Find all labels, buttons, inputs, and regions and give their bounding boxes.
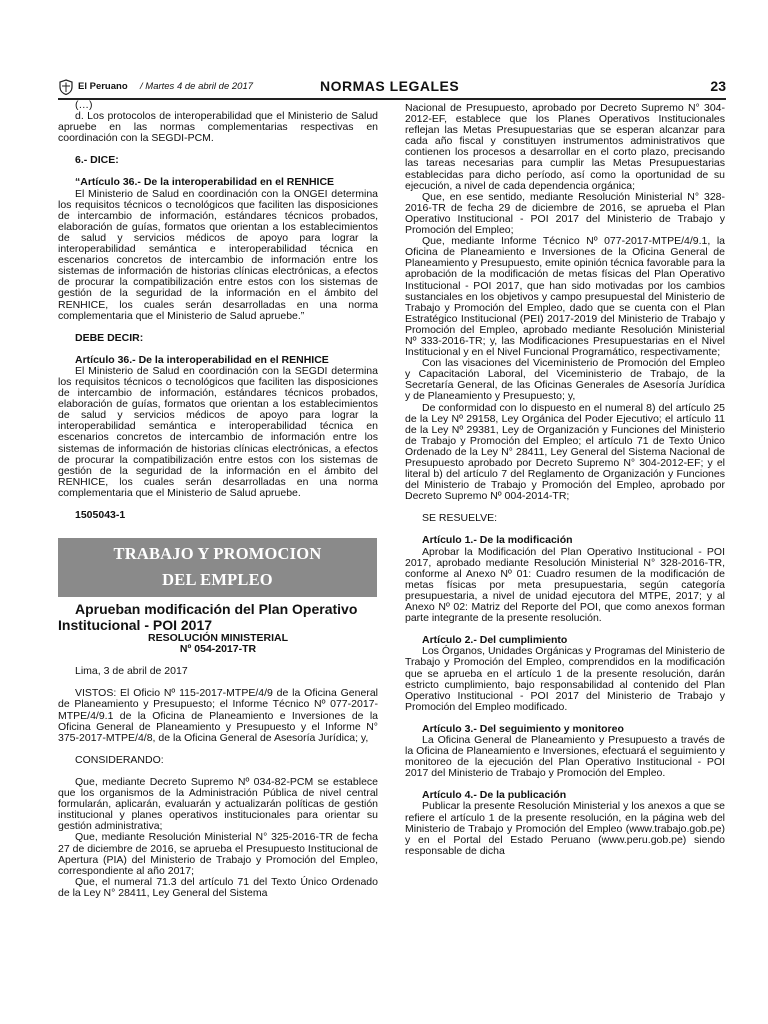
article-heading: Artículo 1.- De la modificación [422,534,573,547]
page-number: 23 [710,78,726,94]
considerando-label: CONSIDERANDO: [75,753,164,766]
paragraph: Con las visaciones del Viceministerio de Promoción del Empleo y Capacitación Laboral, del Viceministerio de Trabajo, de la Secretaría General, de las Oficinas Generales de Asesoría Jurídica y de Planeamiento y Presupuesto; y, [405,357,725,403]
publication-name: El Peruano [78,81,128,92]
article-heading: Artículo 2.- Del cumplimiento [422,634,568,647]
section-banner [58,538,377,597]
resolution-title: RESOLUCIÓN MINISTERIAL [147,632,288,645]
section-title: NORMAS LEGALES [320,78,460,94]
paragraph: Nacional de Presupuesto, aprobado por Decreto Supremo N° 304-2012-EF, establece que los Planes Operativos Institucionales reflejan las Metas Presupuestarias que se esperan alcanzar para cada año fiscal y constituyen instrumentos administrativos que contienen los procesos a desarrollar en el corto plazo, precisando las tareas necesarias para cumplir las Metas Presupuestarias establecidas para dicho período, así como la oportunidad de su ejecución, a nivel de cada dependencia orgánica; [405,102,725,192]
paragraph: Los Órganos, Unidades Orgánicas y Programas del Ministerio de Trabajo y Promoción del Empleo, comprendidos en la modificación que se aprueba en el artículo 1 de la presente resolución, darán estricto cumplimiento, bajo responsabilidad al contenido del Plan Operativo Institucional - POI 2017 del Ministerio de Trabajo y Promoción del Empleo modificado. [405,645,725,713]
reference-number: 1505043-1 [75,509,126,521]
article-heading: “Artículo 36.- De la interoperabilidad en el RENHICE [75,176,335,189]
article-heading: Artículo 36.- De la interoperabilidad en el RENHICE [75,353,329,366]
paragraph: d. Los protocolos de interoperabilidad que el Ministerio de Salud apruebe en las normas complementarias respectivas en coordinación con la SEGDI-PCM. [58,110,378,145]
paragraph: Publicar la presente Resolución Ministerial y los anexos a que se refiere el artículo 1 de la presente resolución, en la página web del Ministerio de Trabajo y Promoción del Empleo (www.trabajo.gob.pe) y en el Portal del Estado Peruano (www.peru.gob.pe) siendo responsable de dicha [405,800,725,857]
right-column [405,103,725,857]
page-header [58,78,726,100]
paragraph: Aprobar la Modificación del Plan Operativo Institucional - POI 2017, aprobado mediante Resolución Ministerial N° 328-2016-TR, conforme al Anexo Nº 01: Cuadro resumen de la modificación de metas físicas por meta presupuestaria, según categoría presupuestaria, a nivel de unidad ejecutora del MTPE, 2017; y al Anexo Nº 02: Matriz del Reporte del POI, que como anexos forman parte integrante de la presente resolución. [405,545,725,625]
left-column [58,100,378,899]
resolution-number: Nº 054-2017-TR [179,643,257,656]
banner-line: TRABAJO Y PROMOCION [113,544,322,564]
se-resuelve-label: SE RESUELVE: [422,512,498,525]
paragraph: La Oficina General de Planeamiento y Presupuesto a través de la Oficina de Planeamiento e Inversiones, efectuará el seguimiento y monitoreo de la ejecución del Plan Operativo Institucional - POI 2017 del Ministerio de Trabajo y Promoción del Empleo. [405,733,725,780]
date-line: Lima, 3 de abril de 2017 [75,665,188,678]
paragraph: Que, en ese sentido, mediante Resolución Ministerial N° 328-2016-TR de fecha 29 de diciembre de 2016, se aprueba el Plan Operativo Institucional - POI 2017 del Ministerio de Trabajo y Promoción del Empleo; [405,190,725,237]
publication-date: / Martes 4 de abril de 2017 [140,81,254,92]
article-heading: Artículo 3.- Del seguimiento y monitoreo [422,722,624,735]
article-heading: Artículo 4.- De la publicación [422,789,567,802]
paragraph: El Ministerio de Salud en coordinación con la ONGEI determina los requisitos técnicos o tecnológicos que faciliten las disposiciones de intercambio de información, estándares técnicos probados, elaboración de guías, formatos que orientan a los establecimientos de salud y servicios médicos de apoyo para lograr la interoperabilidad semántica e interoperabilidad técnica en escenarios concretos de intercambio de información entre los sistemas de información de historias clínicas electrónicas, a efectos de procurar la compatibilización entre estos con los sistemas de gestión de la seguridad de la información en el ámbito del RENHICE, los cuales serán desarrolladas en una norma complementaria que el Ministerio de Salud apruebe.” [58,187,378,322]
headline: Aprueban modificación del Plan Operativo Institucional - POI 2017 [58,601,358,634]
paragraph: De conformidad con lo dispuesto en el numeral 8) del artículo 25 de la Ley Nº 29158, Ley Orgánica del Poder Ejecutivo; el artículo 11 de la Ley Nº 29381, Ley de Organización y Funciones del Ministerio de Trabajo y Promoción del Empleo; el artículo 71 de Texto Único Ordenado de la Ley N° 28411, Ley General del Sistema Nacional de Presupuesto aprobado por Decreto Supremo N° 304-2012-EF; y el literal b) del artículo 7 del Reglamento de Organización y Funciones del Ministerio de Trabajo y Promoción del Empleo, aprobado por Decreto Supremo Nº 004-2014-TR; [405,401,725,503]
paragraph: El Ministerio de Salud en coordinación con la SEGDI determina los requisitos técnicos o tecnológicos que faciliten las disposiciones de intercambio de información, estándares técnicos probados, elaboración de guías, formatos que orientan a los establecimientos de salud y servicios médicos de apoyo para lograr la interoperabilidad semántica e interoperabilidad técnica en escenarios concretos de intercambio de información entre los sistemas de información de historias clínicas electrónicas, a efectos de procurar la compatibilización entre estos con los sistemas de gestión de la seguridad de la información en el ámbito del RENHICE, los cuales serán desarrolladas en una norma complementaria que el Ministerio de Salud apruebe. [58,364,378,499]
ellipsis-line: (…) [75,99,93,111]
paragraph: VISTOS: El Oficio Nº 115-2017-MTPE/4/9 de la Oficina General de Planeamiento y Presupuesto; el Informe Técnico Nº 077-2017-MTPE/4/9.1 de la Oficina de Planeamiento e Inversiones de la Oficina General de Planeamiento y Presupuesto y el Informe N° 375-2017-MTPE/4/8, de la Oficina General de Asesoría Jurídica; y, [58,687,378,744]
paragraph: Que, mediante Decreto Supremo Nº 034-82-PCM se establece que los organismos de la Administración Pública de nivel central formularán, aplicarán, evaluarán y actualizarán políticas de gestión institucional y planes operativos institucionales para orientar su gestión administrativa; [58,775,378,833]
paragraph: Que, mediante Resolución Ministerial N° 325-2016-TR de fecha 27 de diciembre de 2016, se aprueba el Presupuesto Institucional de Apertura (PIA) del Ministerio de Trabajo y Promoción del Empleo, correspondiente al año 2017; [58,831,378,877]
paragraph: Que, mediante Informe Técnico Nº 077-2017-MTPE/4/9.1, la Oficina de Planeamiento e Inversiones de la Oficina General de Planeamiento y Presupuesto, emite opinión técnica favorable para la aprobación de la modificación de metas físicas del Plan Operativo Institucional - POI 2017, que han sido motivadas por los cambios sustanciales en los objetivos y campo presupuestal del Ministerio de Trabajo y Promoción del Empleo, dado que se cuenta con el Plan Estratégico Institucional (PEI) 2017-2019 del Ministerio de Trabajo y Promoción del Empleo, aprobado mediante Resolución Ministerial Nº 333-2016-TR; y, las Modificaciones Presupuestarias en el Nivel Institucional y en el Nivel Funcional Programático, respectivamente; [405,235,725,359]
section-label-debe-decir: DEBE DECIR: [75,331,144,344]
banner-line: DEL EMPLEO [162,570,273,590]
section-label-dice: 6.- DICE: [75,154,119,167]
coat-of-arms-icon [58,79,74,95]
paragraph: Que, el numeral 71.3 del artículo 71 del Texto Único Ordenado de la Ley N° 28411, Ley General del Sistema [58,875,378,899]
